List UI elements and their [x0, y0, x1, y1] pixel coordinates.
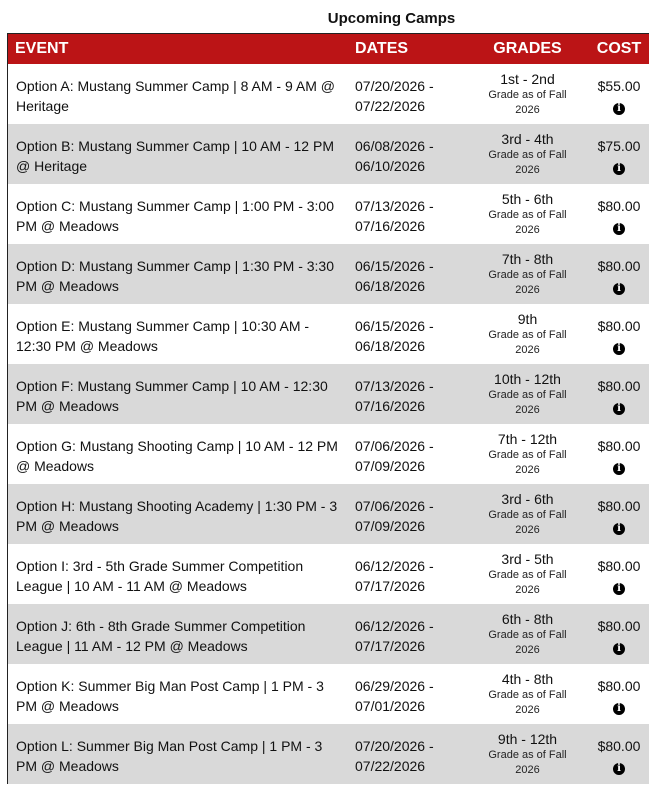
start-date: 06/29/2026 -: [355, 678, 434, 694]
end-date: 07/09/2026: [355, 458, 426, 474]
grade-note-line2: 2026: [515, 164, 540, 176]
grade-note-line1: Grade as of Fall: [488, 389, 567, 401]
info-icon[interactable]: i: [613, 703, 625, 715]
start-date: 06/15/2026 -: [355, 258, 434, 274]
grades-cell: [466, 664, 589, 724]
dates-cell: [347, 724, 466, 784]
grade-note-line1: Grade as of Fall: [488, 89, 567, 101]
start-date: 07/06/2026 -: [355, 498, 434, 514]
grade-note-line1: Grade as of Fall: [488, 749, 567, 761]
table-row[interactable]: [8, 124, 649, 184]
grade-note-line2: 2026: [515, 404, 540, 416]
dates-cell: [347, 244, 466, 304]
info-icon[interactable]: i: [613, 283, 625, 295]
grade-note-line2: 2026: [515, 584, 540, 596]
grade-note-line1: Grade as of Fall: [488, 629, 567, 641]
event-cell[interactable]: Option L: Summer Big Man Post Camp | 1 PM - 3 PM @ Meadows: [16, 738, 323, 774]
start-date: 06/12/2026 -: [355, 618, 434, 634]
cost-value: $80.00: [597, 318, 641, 334]
grade-note-line1: Grade as of Fall: [488, 269, 567, 281]
end-date: 07/22/2026: [355, 98, 426, 114]
table-row[interactable]: [8, 724, 649, 784]
grade-note-line2: 2026: [515, 284, 540, 296]
event-cell[interactable]: Option F: Mustang Summer Camp | 10 AM - 12:30 PM @ Meadows: [16, 378, 328, 414]
grade-note-line2: 2026: [515, 104, 540, 116]
cost-cell: [589, 424, 649, 484]
start-date: 07/13/2026 -: [355, 198, 434, 214]
grades-cell: [466, 724, 589, 784]
grades-cell: [466, 184, 589, 244]
info-icon[interactable]: i: [613, 583, 625, 595]
info-icon[interactable]: i: [613, 763, 625, 775]
end-date: 06/18/2026: [355, 278, 426, 294]
cost-cell: [589, 184, 649, 244]
grade-note-line1: Grade as of Fall: [488, 149, 567, 161]
grade-note-line2: 2026: [515, 464, 540, 476]
cost-value: $80.00: [597, 618, 641, 634]
grade-note-line2: 2026: [515, 764, 540, 776]
event-cell[interactable]: Option D: Mustang Summer Camp | 1:30 PM - 3:30 PM @ Meadows: [16, 258, 334, 294]
end-date: 07/17/2026: [355, 578, 426, 594]
grade-note-line2: 2026: [515, 644, 540, 656]
table-row[interactable]: [8, 304, 649, 364]
end-date: 07/17/2026: [355, 638, 426, 654]
grades-cell: [466, 364, 589, 424]
cost-value: $80.00: [597, 378, 641, 394]
grade-note-line1: Grade as of Fall: [488, 209, 567, 221]
dates-cell: [347, 664, 466, 724]
event-cell[interactable]: Option A: Mustang Summer Camp | 8 AM - 9 AM @ Heritage: [16, 78, 335, 114]
cost-cell: [589, 604, 649, 664]
cost-value: $80.00: [597, 678, 641, 694]
dates-cell: [347, 364, 466, 424]
cost-value: $55.00: [597, 78, 641, 94]
grade-range: 10th - 12th: [494, 371, 561, 387]
dates-cell: [347, 424, 466, 484]
grade-range: 9th - 12th: [497, 731, 558, 747]
table-row[interactable]: [8, 244, 649, 304]
grade-range: 7th - 12th: [497, 431, 558, 447]
event-cell[interactable]: Option G: Mustang Shooting Camp | 10 AM - 12 PM @ Meadows: [16, 438, 338, 474]
grade-range: 3rd - 6th: [501, 491, 554, 507]
cost-cell: [589, 364, 649, 424]
grade-note-line2: 2026: [515, 704, 540, 716]
dates-cell: [347, 64, 466, 124]
start-date: 06/08/2026 -: [355, 138, 434, 154]
cost-value: $80.00: [597, 498, 641, 514]
cost-value: $80.00: [597, 198, 641, 214]
dates-cell: [347, 604, 466, 664]
start-date: 07/13/2026 -: [355, 378, 434, 394]
table-header: [8, 34, 649, 64]
table-row[interactable]: [8, 664, 649, 724]
start-date: 06/12/2026 -: [355, 558, 434, 574]
event-cell[interactable]: Option I: 3rd - 5th Grade Summer Competition League | 10 AM - 11 AM @ Meadows: [16, 558, 304, 594]
grade-range: 3rd - 4th: [501, 131, 554, 147]
grade-range: 5th - 6th: [501, 191, 554, 207]
info-icon[interactable]: i: [613, 523, 625, 535]
camps-table: [7, 33, 649, 784]
grades-cell: [466, 424, 589, 484]
event-cell[interactable]: Option H: Mustang Shooting Academy | 1:30 PM - 3 PM @ Meadows: [16, 498, 338, 534]
end-date: 07/09/2026: [355, 518, 426, 534]
event-cell[interactable]: Option C: Mustang Summer Camp | 1:00 PM - 3:00 PM @ Meadows: [16, 198, 334, 234]
grade-range: 1st - 2nd: [500, 71, 555, 87]
grades-cell: [466, 64, 589, 124]
grade-note-line2: 2026: [515, 524, 540, 536]
cost-value: $80.00: [597, 738, 641, 754]
grade-note-line1: Grade as of Fall: [488, 329, 567, 341]
cost-value: $80.00: [597, 558, 641, 574]
table-row[interactable]: [8, 424, 649, 484]
info-icon[interactable]: i: [613, 463, 625, 475]
end-date: 06/10/2026: [355, 158, 426, 174]
cost-value: $75.00: [597, 138, 641, 154]
cost-cell: [589, 64, 649, 124]
cost-value: $80.00: [597, 438, 641, 454]
event-cell[interactable]: Option J: 6th - 8th Grade Summer Competition League | 11 AM - 12 PM @ Meadows: [16, 618, 306, 654]
info-icon[interactable]: i: [613, 103, 625, 115]
cost-cell: [589, 664, 649, 724]
table-row[interactable]: [8, 364, 649, 424]
end-date: 07/22/2026: [355, 758, 426, 774]
grades-cell: [466, 244, 589, 304]
grade-range: 3rd - 5th: [501, 551, 554, 567]
grade-note-line2: 2026: [515, 224, 540, 236]
cost-value: $80.00: [597, 258, 641, 274]
start-date: 07/20/2026 -: [355, 738, 434, 754]
grades-cell: [466, 304, 589, 364]
end-date: 07/16/2026: [355, 218, 426, 234]
grades-cell: [466, 544, 589, 604]
cost-cell: [589, 124, 649, 184]
end-date: 07/01/2026: [355, 698, 426, 714]
start-date: 07/20/2026 -: [355, 78, 434, 94]
event-cell[interactable]: Option E: Mustang Summer Camp | 10:30 AM - 12:30 PM @ Meadows: [16, 318, 310, 354]
cost-cell: [589, 304, 649, 364]
info-icon[interactable]: i: [613, 643, 625, 655]
grades-cell: [466, 484, 589, 544]
column-header-cost: COST: [596, 40, 642, 57]
table-body: [8, 64, 649, 784]
grade-note-line1: Grade as of Fall: [488, 509, 567, 521]
column-header-event: EVENT: [15, 40, 69, 57]
table-row[interactable]: [8, 604, 649, 664]
table-row[interactable]: [8, 184, 649, 244]
grades-cell: [466, 124, 589, 184]
column-header-grades: GRADES: [493, 40, 562, 57]
grade-range: 6th - 8th: [501, 611, 554, 627]
end-date: 06/18/2026: [355, 338, 426, 354]
end-date: 07/16/2026: [355, 398, 426, 414]
grade-range: 9th: [517, 311, 538, 327]
grade-note-line1: Grade as of Fall: [488, 449, 567, 461]
page-title: Upcoming Camps: [327, 10, 456, 27]
grade-note-line1: Grade as of Fall: [488, 569, 567, 581]
grade-note-line1: Grade as of Fall: [488, 689, 567, 701]
dates-cell: [347, 484, 466, 544]
cost-cell: [589, 244, 649, 304]
dates-cell: [347, 124, 466, 184]
dates-cell: [347, 544, 466, 604]
dates-cell: [347, 184, 466, 244]
grade-range: 7th - 8th: [501, 251, 554, 267]
info-icon[interactable]: i: [613, 163, 625, 175]
start-date: 07/06/2026 -: [355, 438, 434, 454]
column-header-dates: DATES: [355, 40, 409, 57]
cost-cell: [589, 724, 649, 784]
event-cell[interactable]: Option K: Summer Big Man Post Camp | 1 PM - 3 PM @ Meadows: [16, 678, 324, 714]
cost-cell: [589, 544, 649, 604]
info-icon[interactable]: i: [613, 403, 625, 415]
info-icon[interactable]: i: [613, 343, 625, 355]
dates-cell: [347, 304, 466, 364]
table-row[interactable]: [8, 484, 649, 544]
info-icon[interactable]: i: [613, 223, 625, 235]
grades-cell: [466, 604, 589, 664]
table-row[interactable]: [8, 544, 649, 604]
event-cell[interactable]: Option B: Mustang Summer Camp | 10 AM - 12 PM @ Heritage: [16, 138, 334, 174]
cost-cell: [589, 484, 649, 544]
grade-note-line2: 2026: [515, 344, 540, 356]
grade-range: 4th - 8th: [501, 671, 554, 687]
table-row[interactable]: [8, 64, 649, 124]
start-date: 06/15/2026 -: [355, 318, 434, 334]
